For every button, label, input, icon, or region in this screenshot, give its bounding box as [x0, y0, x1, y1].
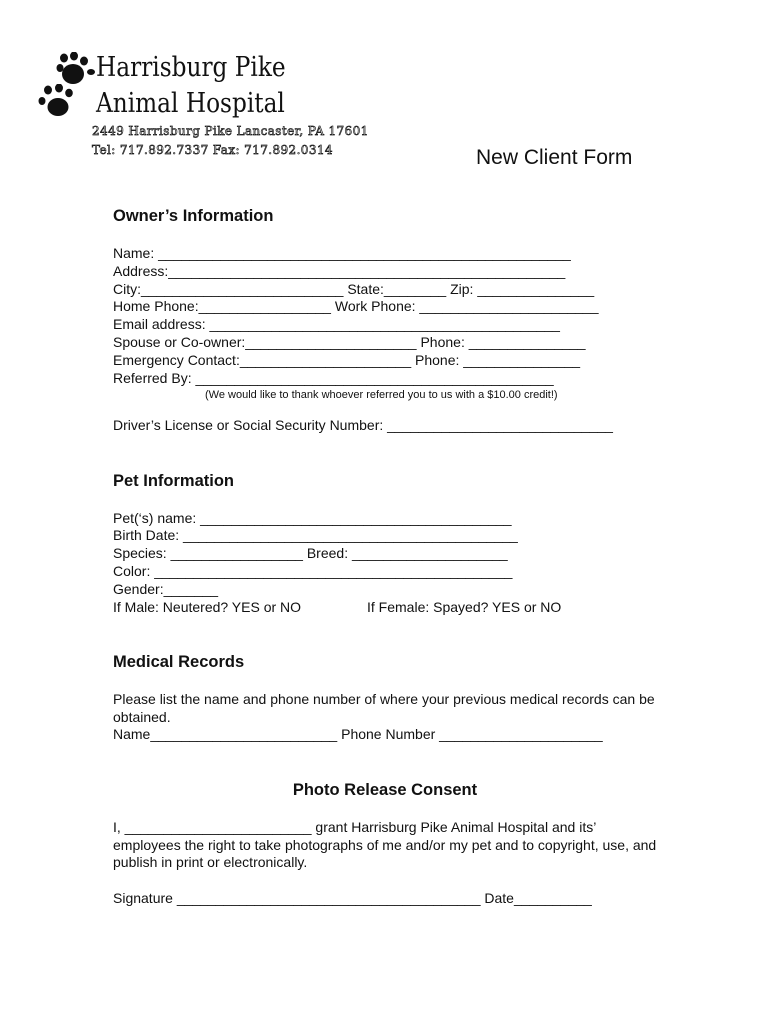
- license-ssn-field[interactable]: Driver’s License or Social Security Number: _____________________________: [113, 417, 613, 433]
- owner-phone-field[interactable]: Home Phone:_________________ Work Phone: _______________________: [113, 298, 599, 314]
- pet-species-breed-field[interactable]: Species: _________________ Breed: ____________________: [113, 545, 508, 561]
- medical-records-instructions: Please list the name and phone number of where your previous medical records can be obtained.: [113, 691, 655, 725]
- spayed-question[interactable]: If Female: Spayed? YES or NO: [367, 599, 562, 615]
- owner-address-field[interactable]: Address:___________________________________________________: [113, 263, 566, 279]
- neutered-question[interactable]: If Male: Neutered? YES or NO: [113, 599, 302, 615]
- owner-info-heading: Owner’s Information: [113, 207, 274, 225]
- referred-by-field[interactable]: Referred By: ______________________________________________: [113, 370, 554, 386]
- pet-color-field[interactable]: Color: ______________________________________________: [113, 563, 513, 579]
- paw-print-icon: [56, 52, 96, 88]
- owner-email-field[interactable]: Email address: _____________________________________________: [113, 316, 560, 332]
- emergency-contact-field[interactable]: Emergency Contact:______________________ Phone: _______________: [113, 352, 581, 368]
- photo-release-heading: Photo Release Consent: [292, 781, 478, 799]
- spouse-field[interactable]: Spouse or Co-owner:______________________ Phone: _______________: [113, 334, 586, 350]
- pet-gender-field[interactable]: Gender:_______: [113, 581, 219, 597]
- hospital-phone-fax: Tel: 717.892.7337 Fax: 717.892.0314: [92, 143, 333, 157]
- medical-records-heading: Medical Records: [113, 653, 245, 671]
- photo-release-consent-text[interactable]: I, ________________________ grant Harrisburg Pike Animal Hospital and its’ employees the right to take photographs of me and/or my pet and to copyright, use, and publish in print or electronically.: [113, 819, 657, 870]
- hospital-logo-name: Harrisburg Pike: [96, 52, 286, 83]
- pet-birth-date-field[interactable]: Birth Date: ___________________________________________: [113, 527, 518, 543]
- pet-name-field[interactable]: Pet(‘s) name: ________________________________________: [113, 510, 512, 526]
- pet-info-heading: Pet Information: [113, 472, 235, 490]
- owner-city-state-zip-field[interactable]: City:__________________________ State:________ Zip: _______________: [113, 281, 595, 297]
- form-title: New Client Form: [476, 146, 633, 169]
- paw-print-icon: [38, 84, 78, 118]
- signature-date-field[interactable]: Signature _______________________________________ Date__________: [113, 890, 592, 906]
- owner-name-field[interactable]: Name: _____________________________________________________: [113, 245, 571, 261]
- hospital-address: 2449 Harrisburg Pike Lancaster, PA 17601: [92, 124, 369, 138]
- referral-credit-note: (We would like to thank whoever referred you to us with a $10.00 credit!): [205, 389, 558, 401]
- hospital-logo-subname: Animal Hospital: [96, 88, 285, 119]
- records-name-phone-field[interactable]: Name________________________ Phone Number _____________________: [113, 726, 603, 742]
